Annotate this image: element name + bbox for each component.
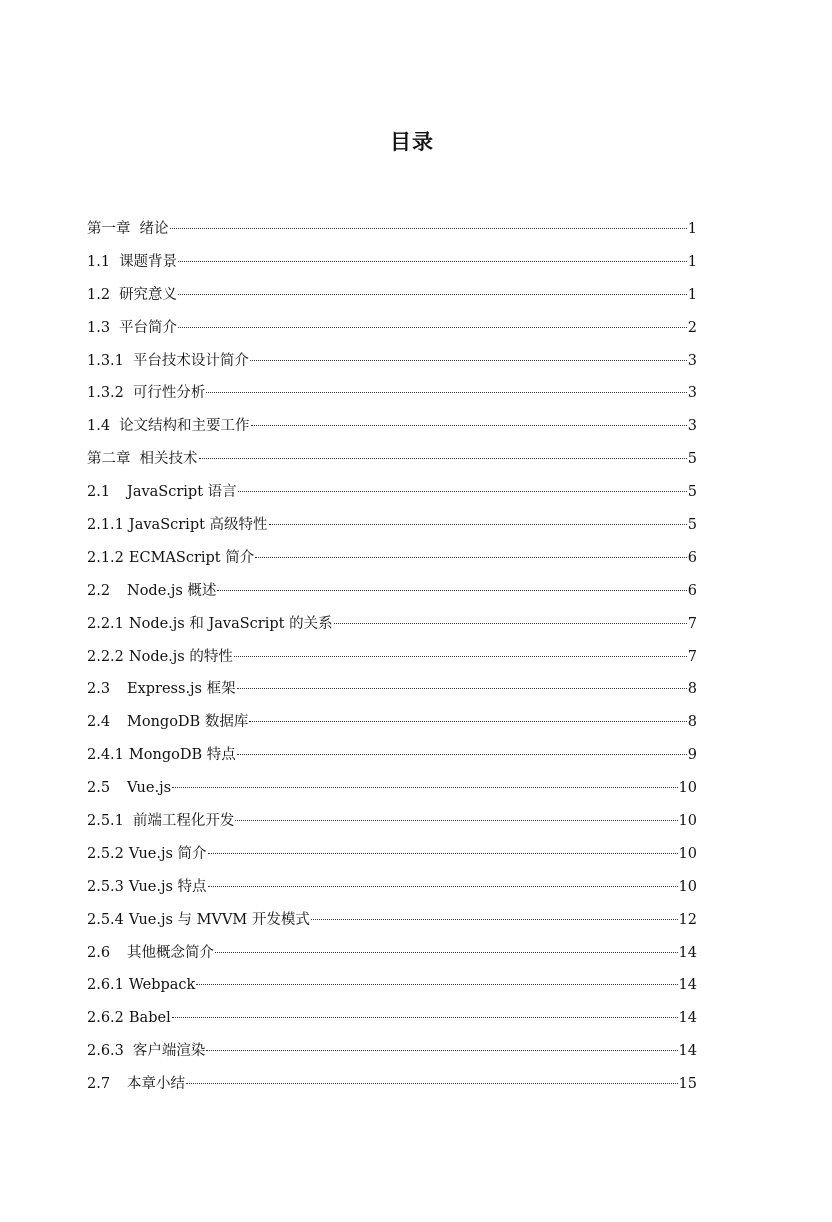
toc-entry-number: 2.6.2 (87, 1010, 124, 1027)
toc-entry-page-number: 3 (687, 385, 697, 402)
toc-entry-number: 1.3 (87, 319, 111, 336)
toc-entry-page-number: 7 (687, 615, 697, 632)
toc-entry[interactable] (87, 1002, 697, 1035)
toc-entry-page-number: 5 (687, 484, 697, 501)
toc-entry-page-number: 9 (687, 747, 697, 764)
toc-entry-page-number: 14 (678, 977, 697, 994)
toc-entry-number: 2.1.2 (87, 549, 124, 566)
toc-entry[interactable] (87, 969, 697, 1002)
toc-entry[interactable] (87, 213, 697, 246)
toc-entry[interactable] (87, 312, 697, 345)
toc-entry[interactable] (87, 772, 697, 805)
toc-entry-page-number: 8 (687, 714, 697, 731)
toc-dot-leader (311, 918, 678, 920)
toc-entry[interactable] (87, 279, 697, 312)
toc-entry[interactable] (87, 739, 697, 772)
toc-entry-number: 2.2.2 (87, 648, 124, 665)
toc-entry-label: 论文结构和主要工作 (119, 418, 250, 435)
toc-entry-number: 2.2.1 (87, 615, 124, 632)
page-title: 目录 (390, 130, 434, 154)
toc-dot-leader (237, 753, 687, 755)
toc-entry-label: Vue.js 特点 (128, 878, 207, 895)
toc-entry-label: Express.js 框架 (127, 681, 236, 698)
toc-entry-label: Vue.js (127, 780, 172, 797)
toc-dot-leader (250, 359, 687, 361)
toc-dot-leader (215, 951, 678, 953)
toc-entry-page-number: 3 (687, 418, 697, 435)
toc-entry-label: Babel (128, 1010, 171, 1027)
toc-entry-label: Vue.js 与 MVVM 开发模式 (128, 911, 310, 928)
toc-entry-page-number: 3 (687, 352, 697, 369)
toc-entry[interactable] (87, 838, 697, 871)
toc-dot-leader (172, 786, 678, 788)
toc-entry-page-number: 10 (678, 878, 697, 895)
toc-entry-page-number: 12 (678, 911, 697, 928)
toc-entry-number: 2.1.1 (87, 517, 124, 534)
toc-dot-leader (206, 1049, 677, 1051)
toc-entry-number: 第一章 (87, 221, 131, 237)
toc-entry-number: 第二章 (87, 451, 131, 468)
toc-entry-label: 其他概念简介 (127, 944, 214, 961)
toc-entry-label: 平台技术设计简介 (132, 352, 249, 369)
toc-dot-leader (186, 1082, 678, 1084)
toc-entry-number: 2.6.1 (87, 977, 124, 994)
toc-entry-number: 2.7 (87, 1076, 111, 1093)
toc-entry-page-number: 14 (678, 944, 697, 961)
toc-dot-leader (251, 424, 687, 426)
toc-entry-label: 前端工程化开发 (132, 813, 235, 830)
toc-entry[interactable] (87, 1068, 697, 1101)
toc-entry-page-number: 7 (687, 648, 697, 665)
toc-dot-leader (208, 885, 678, 887)
toc-entry-page-number: 6 (687, 549, 697, 566)
toc-entry-number: 2.6.3 (87, 1043, 124, 1060)
toc-entry-label: Vue.js 简介 (128, 845, 207, 862)
toc-dot-leader (178, 326, 687, 328)
toc-entry-label: 课题背景 (119, 253, 178, 270)
toc-dot-leader (238, 490, 687, 492)
toc-entry-label: 可行性分析 (132, 385, 206, 402)
toc-entry-number: 2.5.2 (87, 845, 124, 862)
toc-entry-page-number: 8 (687, 681, 697, 698)
toc-dot-leader (269, 523, 687, 525)
toc-entry-page-number: 5 (687, 451, 697, 468)
toc-entry-number: 1.4 (87, 418, 111, 435)
toc-entry-number: 2.4.1 (87, 747, 124, 764)
toc-entry[interactable] (87, 377, 697, 410)
toc-entry[interactable] (87, 641, 697, 674)
table-of-contents (87, 213, 697, 1101)
toc-entry-label: ECMAScript 简介 (128, 549, 255, 566)
toc-dot-leader (237, 687, 687, 689)
toc-dot-leader (235, 819, 677, 821)
toc-entry-label: Node.js 和 JavaScript 的关系 (128, 615, 333, 632)
toc-entry[interactable] (87, 476, 697, 509)
toc-entry-label: JavaScript 高级特性 (128, 517, 268, 534)
toc-entry-page-number: 1 (687, 221, 697, 237)
toc-entry-number: 2.5.1 (87, 813, 124, 830)
toc-entry-number: 2.4 (87, 714, 111, 731)
toc-entry-page-number: 2 (687, 319, 697, 336)
toc-dot-leader (178, 260, 687, 262)
toc-entry-label: 相关技术 (139, 451, 198, 468)
toc-entry[interactable] (87, 706, 697, 739)
toc-dot-leader (172, 1016, 678, 1018)
toc-entry-page-number: 5 (687, 517, 697, 534)
toc-dot-leader (178, 293, 687, 295)
toc-entry[interactable] (87, 542, 697, 575)
toc-entry-page-number: 6 (687, 582, 697, 599)
toc-entry-number: 2.5.4 (87, 911, 124, 928)
toc-entry-label: 平台简介 (119, 319, 178, 336)
toc-entry[interactable] (87, 608, 697, 641)
toc-entry[interactable] (87, 246, 697, 279)
toc-dot-leader (255, 556, 687, 558)
toc-dot-leader (170, 227, 687, 229)
toc-entry[interactable] (87, 345, 697, 378)
toc-entry-number: 2.6 (87, 944, 111, 961)
toc-entry-label: MongoDB 数据库 (127, 714, 249, 731)
toc-entry-number: 1.3.1 (87, 352, 124, 369)
toc-entry-label: Node.js 概述 (127, 582, 217, 599)
toc-entry-label: JavaScript 语言 (127, 484, 237, 501)
toc-dot-leader (234, 655, 687, 657)
toc-entry-label: 绪论 (139, 221, 169, 237)
toc-entry-page-number: 15 (678, 1076, 697, 1093)
toc-entry-label: 本章小结 (127, 1076, 185, 1093)
toc-entry[interactable] (87, 509, 697, 542)
toc-dot-leader (196, 983, 677, 985)
toc-entry-number: 2.2 (87, 582, 111, 599)
toc-entry[interactable] (87, 871, 697, 904)
toc-entry[interactable] (87, 575, 697, 608)
toc-entry-page-number: 10 (678, 780, 697, 797)
toc-entry-label: MongoDB 特点 (128, 747, 236, 764)
toc-entry-number: 1.1 (87, 253, 111, 270)
toc-entry[interactable] (87, 805, 697, 838)
toc-entry-number: 2.3 (87, 681, 111, 698)
toc-entry-page-number: 1 (687, 286, 697, 303)
toc-dot-leader (199, 457, 687, 459)
toc-entry[interactable] (87, 937, 697, 970)
toc-entry-page-number: 10 (678, 845, 697, 862)
toc-entry[interactable] (87, 673, 697, 706)
toc-dot-leader (206, 391, 686, 393)
toc-dot-leader (334, 622, 687, 624)
toc-entry-label: Node.js 的特性 (128, 648, 233, 665)
toc-entry[interactable] (87, 904, 697, 937)
toc-entry-label: 客户端渲染 (132, 1043, 206, 1060)
toc-entry-number: 2.5.3 (87, 878, 124, 895)
toc-dot-leader (217, 589, 686, 591)
toc-entry-number: 1.3.2 (87, 385, 124, 402)
toc-entry-page-number: 1 (687, 253, 697, 270)
toc-entry-label: 研究意义 (119, 286, 178, 303)
toc-entry-page-number: 10 (678, 813, 697, 830)
toc-entry-number: 1.2 (87, 286, 111, 303)
toc-entry[interactable] (87, 443, 697, 476)
toc-entry-page-number: 14 (678, 1043, 697, 1060)
toc-dot-leader (208, 852, 678, 854)
toc-entry[interactable] (87, 410, 697, 443)
toc-entry-number: 2.1 (87, 484, 111, 501)
toc-entry[interactable] (87, 1035, 697, 1068)
toc-dot-leader (249, 720, 686, 722)
toc-entry-number: 2.5 (87, 780, 111, 797)
toc-entry-label: Webpack (128, 977, 196, 994)
toc-entry-page-number: 14 (678, 1010, 697, 1027)
